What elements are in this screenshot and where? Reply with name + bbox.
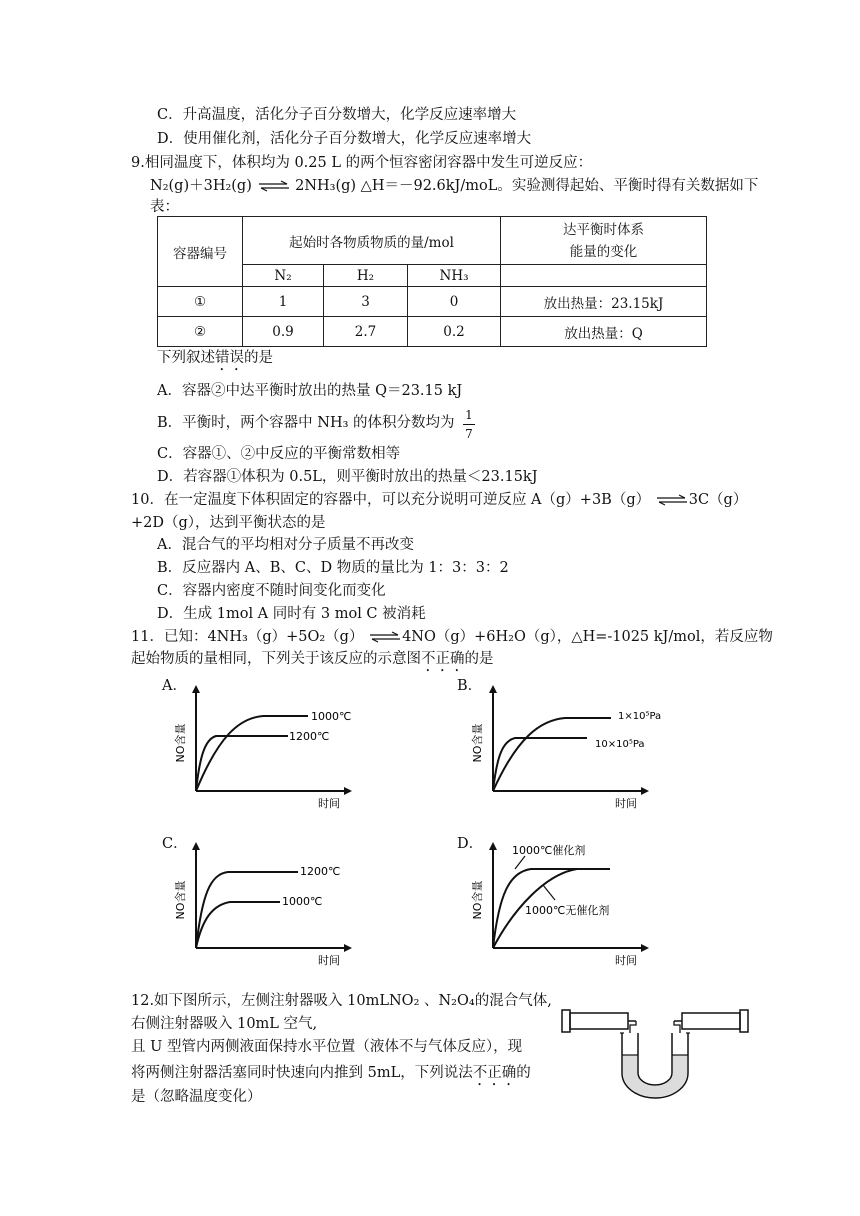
q12-line4-pre: 将两侧注射器活塞同时快速向内推到 5mL，下列说法 <box>131 1065 473 1081</box>
graph-d <box>465 840 665 970</box>
graph-d-xlabel: 时间 <box>615 954 637 967</box>
q12-line2: 右侧注射器吸入 10mL 空气, <box>131 1016 318 1032</box>
q9-question-post: 的是 <box>244 350 273 366</box>
q8-option-c: C．升高温度，活化分子百分数增大，化学反应速率增大 <box>157 107 517 123</box>
graph-b-label-hi: 1×10⁵Pa <box>618 711 662 722</box>
graph-b-label-lo: 10×10⁵Pa <box>595 739 645 750</box>
graph-c-curve-1200 <box>196 872 298 948</box>
table-header-energy-line2: 能量的变化 <box>569 243 638 260</box>
q11-stem2-emph: 不正确 <box>421 651 465 667</box>
q11-stem2-pre: 起始物质的量相同，下列关于该反应的示意图 <box>131 651 421 667</box>
table-cell-n2: 0.9 <box>243 317 324 347</box>
table-cell-h2: 2.7 <box>324 317 408 347</box>
graph-c-label-hi: 1200℃ <box>300 865 341 878</box>
graph-c-xlabel: 时间 <box>318 954 340 967</box>
right-syringe <box>682 1013 740 1029</box>
equilibrium-arrow-icon <box>368 631 402 643</box>
graph-a-curve-1000 <box>196 716 308 791</box>
graph-a-label: A． <box>162 678 187 694</box>
graph-c-curve-1000 <box>196 902 280 948</box>
left-syringe <box>570 1013 628 1029</box>
q10-stem-line1 <box>131 489 747 511</box>
graph-d-ylabel: NO含量 <box>471 880 484 920</box>
q12-line4-post: 的 <box>516 1065 531 1081</box>
q11-stem2-post: 的是 <box>464 651 494 667</box>
q11-stem-pre: 11．已知：4NH₃（g）+5O₂（g） <box>131 629 364 645</box>
q12-line5: 是（忽略温度变化） <box>131 1089 262 1105</box>
q10-stem-pre: 10．在一定温度下体积固定的容器中，可以充分说明可逆反应 A（g）+3B（g） <box>131 492 651 508</box>
q9-stem: 9.相同温度下，体积均为 0.25 L 的两个恒容密闭容器中发生可逆反应： <box>131 155 593 171</box>
equilibrium-arrow-icon <box>257 180 291 192</box>
graph-c-label: C． <box>162 836 188 852</box>
q9-option-d: D．若容器①体积为 0.5L，则平衡时放出的热量＜23.15kJ <box>157 469 538 485</box>
table-header-energy <box>501 217 707 265</box>
q12-line1: 12.如下图所示，左侧注射器吸入 10mLNO₂ 、N₂O₄的混合气体, <box>131 993 552 1009</box>
fraction-bar <box>463 424 475 425</box>
graph-b-ylabel: NO含量 <box>471 723 484 763</box>
graph-a-label-hi: 1000℃ <box>311 710 352 723</box>
table-subheader-n2: N₂ <box>243 265 324 287</box>
q11-stem-line1 <box>131 626 773 648</box>
graph-d-label-hi: 1000℃催化剂 <box>512 844 586 857</box>
table-row <box>158 287 707 317</box>
q9-equation-reactants: N₂(g)＋3H₂(g) <box>150 178 252 194</box>
table-cell-n2: 1 <box>243 287 324 317</box>
table-cell-nh3: 0.2 <box>408 317 501 347</box>
graph-c-label-lo: 1000℃ <box>282 895 323 908</box>
table-cell-nh3: 0 <box>408 287 501 317</box>
q9-fraction-one-seventh <box>462 408 476 441</box>
graph-d-label-lo: 1000℃无催化剂 <box>525 904 610 917</box>
graph-d-label: D． <box>457 836 484 852</box>
q9-option-a: A．容器②中达平衡时放出的热量 Q＝23.15 kJ <box>157 383 463 399</box>
equilibrium-arrow-icon <box>655 494 689 506</box>
q12-line4 <box>131 1062 531 1089</box>
table-cell-energy: 放出热量：Q <box>501 317 707 347</box>
q9-equation <box>150 175 758 197</box>
graph-a-ylabel: NO含量 <box>174 723 187 763</box>
syringe-u-tube-apparatus <box>558 1003 758 1103</box>
table-cell-id: ① <box>158 287 243 317</box>
table-subheader-h2: H₂ <box>324 265 408 287</box>
fraction-numerator: 1 <box>465 408 473 422</box>
q9-question <box>157 347 273 374</box>
q9-question-emph: 错误 <box>215 350 244 366</box>
graph-a-xlabel: 时间 <box>318 797 340 810</box>
q9-equation-products: 2NH₃(g) △H＝－92.6kJ/moL。实验测得起始、平衡时得有关数据如下 <box>295 178 759 194</box>
graph-a-label-lo: 1200℃ <box>289 730 330 743</box>
q9-question-pre: 下列叙述 <box>157 350 215 366</box>
q9-data-table <box>157 216 707 347</box>
q8-option-d: D．使用催化剂，活化分子百分数增大，化学反应速率增大 <box>157 131 532 147</box>
graph-b <box>465 683 685 813</box>
table-header-energy-line1: 达平衡时体系 <box>563 221 644 238</box>
table-cell-h2: 3 <box>324 287 408 317</box>
table-subheader-nh3: NH₃ <box>408 265 501 287</box>
q12-line4-emph: 不正确 <box>472 1065 517 1081</box>
table-cell-id: ② <box>158 317 243 347</box>
q9-option-c: C．容器①、②中反应的平衡常数相等 <box>157 446 401 462</box>
q12-line3: 且 U 型管内两侧液面保持水平位置（液体不与气体反应），现 <box>131 1039 523 1055</box>
graph-c-ylabel: NO含量 <box>174 880 187 920</box>
q10-option-d: D．生成 1mol A 同时有 3 mol C 被消耗 <box>157 606 426 622</box>
table-row <box>158 317 707 347</box>
q11-stem-post: 4NO（g）+6H₂O（g），△H=-1025 kJ/mol，若反应物 <box>402 629 773 645</box>
table-cell-energy: 放出热量：23.15kJ <box>501 287 707 317</box>
graph-b-xlabel: 时间 <box>615 797 637 810</box>
q10-option-b: B．反应器内 A、B、C、D 物质的量比为 1：3：3：2 <box>157 560 509 576</box>
graph-b-label: B． <box>457 678 483 694</box>
table-header-initial: 起始时各物质物质的量/mol <box>243 217 501 265</box>
q10-stem-post: 3C（g） <box>688 492 748 508</box>
graph-a <box>168 683 368 813</box>
table-header-container: 容器编号 <box>158 217 243 287</box>
graph-b-curve-1e5 <box>493 718 611 791</box>
graph-c <box>168 840 368 970</box>
q11-stem-line2 <box>131 648 494 675</box>
q10-stem-line2: +2D（g），达到平衡状态的是 <box>131 515 326 531</box>
fraction-denominator: 7 <box>465 427 473 441</box>
q10-option-a: A．混合气的平均相对分子质量不再改变 <box>157 537 414 553</box>
q10-option-c: C．容器内密度不随时间变化而变化 <box>157 583 386 599</box>
table-subheader-blank <box>501 265 707 287</box>
q9-option-b: B．平衡时，两个容器中 NH₃ 的体积分数均为 <box>157 415 455 431</box>
q9-stem-end: 表： <box>150 199 179 215</box>
